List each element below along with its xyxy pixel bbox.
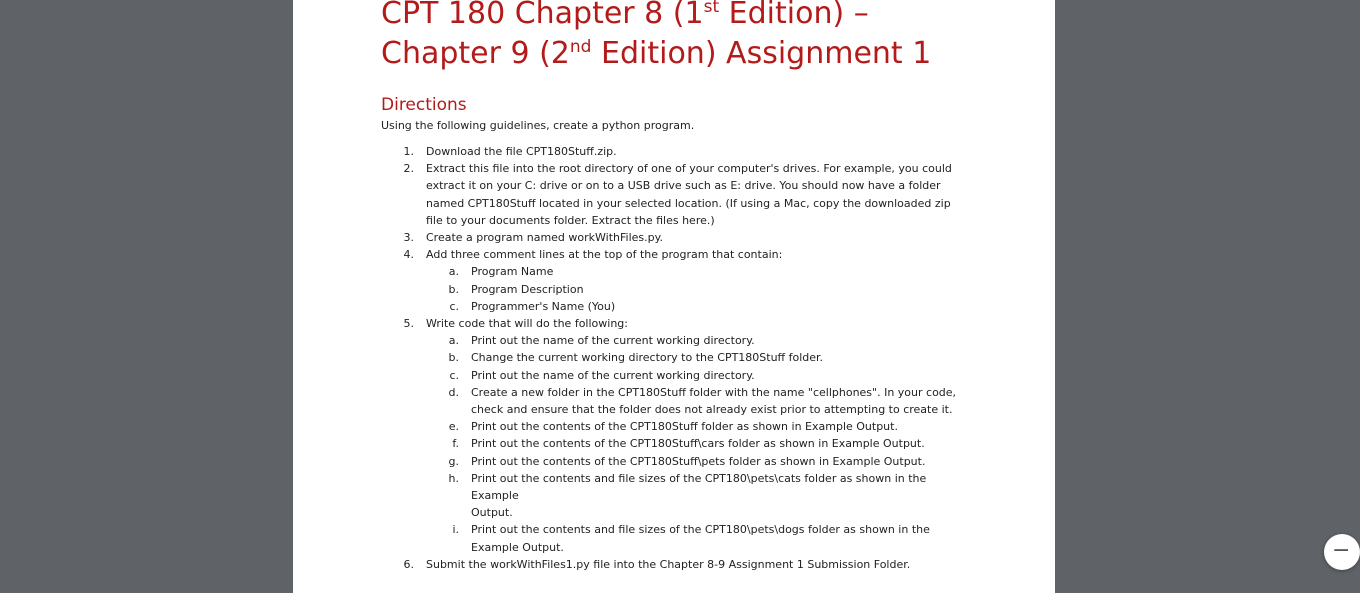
sub-step-letter: e. <box>448 420 459 434</box>
step-text: Download the file CPT180Stuff.zip. <box>426 145 617 158</box>
sub-step-letter: c. <box>449 368 459 382</box>
step-4 <box>293 246 1055 263</box>
step-text: Create a program named workWithFiles.py. <box>426 231 664 245</box>
sub-step-text: Change the current working directory to the CPT180Stuff folder. <box>471 351 824 365</box>
step-4-sub-b <box>293 281 1055 298</box>
step-4-sub-c <box>293 298 1055 315</box>
step-number: 2. <box>403 162 414 176</box>
step-4-sub-a <box>293 263 1055 280</box>
sub-step-letter: i. <box>452 523 459 537</box>
sub-step-letter: a. <box>448 265 459 279</box>
step-5-sub-a <box>293 332 1055 349</box>
sub-step-letter: f. <box>452 437 459 451</box>
step-text: Extract this file into the root directory of one of your computer's drives. For example, you could extract it on your C: drive or on to a USB drive such as E: drive. You should now have a folder named CPT180Stuff located in your selected location. (If using a Mac, copy the downloaded zip file to your documents folder. Extract the files here.) <box>426 162 952 227</box>
step-number: 6. <box>403 557 414 571</box>
step-5-sub-b <box>293 349 1055 366</box>
steps-list <box>293 143 1055 573</box>
directions-heading: Directions <box>381 95 467 115</box>
minus-icon: − <box>1332 538 1351 563</box>
sub-step-text: Programmer's Name (You) <box>471 299 616 313</box>
sub-step-text: Print out the contents of the CPT180Stuff\pets folder as shown in Example Output. <box>471 454 926 468</box>
step-text: Submit the workWithFiles1.py file into the Chapter 8-9 Assignment 1 Submission Folder. <box>426 557 911 571</box>
step-number: 1. <box>403 145 414 158</box>
sub-step-letter: b. <box>448 282 459 296</box>
step-5-sub-f <box>293 435 1055 452</box>
sub-step-text: Program Name <box>471 265 554 279</box>
step-6 <box>293 556 1055 573</box>
step-3 <box>293 229 1055 246</box>
sub-step-letter: g. <box>448 454 459 468</box>
sub-step-letter: a. <box>448 334 459 348</box>
sub-step-text: Print out the contents of the CPT180Stuff folder as shown in Example Output. <box>471 420 898 434</box>
sub-step-letter: b. <box>448 351 459 365</box>
step-5-sub-e <box>293 418 1055 435</box>
intro-text: Using the following guidelines, create a python program. <box>381 119 695 132</box>
step-number: 3. <box>403 231 414 245</box>
step-number: 4. <box>403 248 414 262</box>
step-5-sub-c <box>293 367 1055 384</box>
sub-step-text: Print out the contents and file sizes of the CPT180\pets\cats folder as shown in the Example Output. <box>471 471 927 520</box>
document-page <box>293 0 1055 593</box>
sub-step-text: Create a new folder in the CPT180Stuff folder with the name "cellphones". In your code, check and ensure that the folder does not already exist prior to attempting to create it. <box>471 385 957 417</box>
title-line-2: Chapter 9 (2nd Edition) Assignment 1 <box>381 36 932 71</box>
step-5 <box>293 315 1055 332</box>
step-1 <box>293 143 1055 160</box>
sub-step-text: Print out the name of the current working directory. <box>471 334 755 348</box>
sub-step-letter: h. <box>448 471 459 485</box>
sub-step-letter: d. <box>448 385 459 399</box>
sub-step-text: Print out the contents of the CPT180Stuff\cars folder as shown in Example Output. <box>471 437 925 451</box>
sub-step-text: Program Description <box>471 282 584 296</box>
sub-step-letter: c. <box>449 299 459 313</box>
step-text: Write code that will do the following: <box>426 317 628 331</box>
step-5-sub-i <box>293 521 1055 555</box>
sub-step-text: Print out the name of the current working directory. <box>471 368 755 382</box>
step-text: Add three comment lines at the top of the program that contain: <box>426 248 783 262</box>
step-5-sub-h <box>293 470 1055 522</box>
document-title <box>381 0 931 76</box>
step-5-sub-d <box>293 384 1055 418</box>
zoom-out-button[interactable] <box>1324 534 1360 570</box>
title-line-1: CPT 180 Chapter 8 (1st Edition) – <box>381 0 869 31</box>
step-2 <box>293 160 1055 229</box>
sub-step-text: Print out the contents and file sizes of the CPT180\pets\dogs folder as shown in the Example Output. <box>471 523 930 554</box>
step-5-sub-g <box>293 453 1055 470</box>
step-number: 5. <box>403 317 414 331</box>
